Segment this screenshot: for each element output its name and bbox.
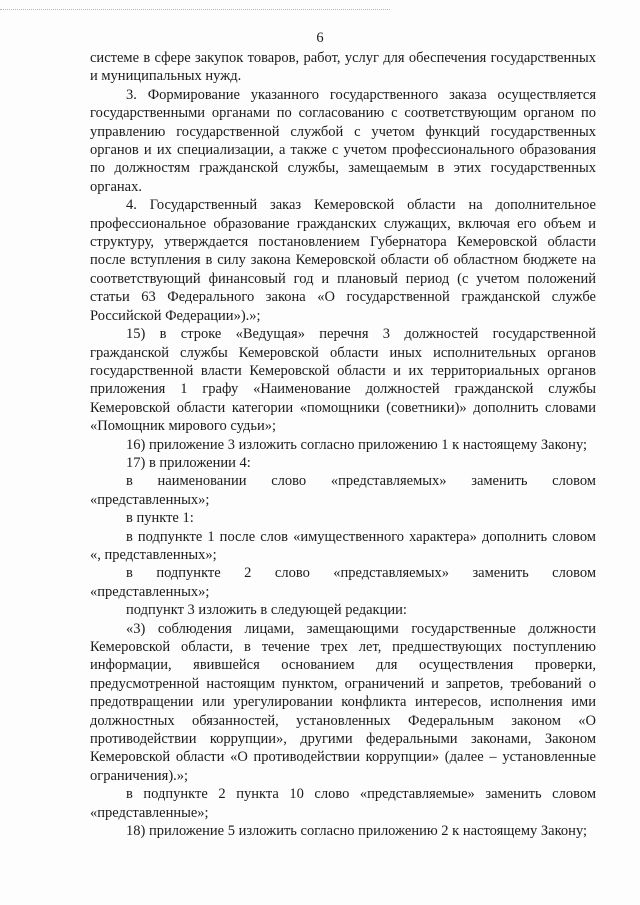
paragraph-item-17: 17) в приложении 4: — [126, 454, 251, 471]
paragraph-item-16: 16) приложение 3 изложить согласно приложению 1 к настоящему Закону; — [126, 436, 588, 453]
paragraph-item-4: 4. Государственный заказ Кемеровской области на дополнительное профессиональное образование гражданских служащих, включая его объем и структуру, утверждается постановлением Губернатора Кемеровской области после вступления в силу закона Кемеровской области об областном бюджете на соответствующий финансовый год и плановый период (с учетом положений статьи 63 Федерального закона «О государственной гражданской службе Российской Федерации»).»; — [90, 197, 596, 324]
paragraph-item-17-point-1: в пункте 1: — [126, 510, 194, 527]
paragraph-item-18: 18) приложение 5 изложить согласно приложению 2 к настоящему Закону; — [126, 823, 588, 840]
paragraph-item-17-subpoint-1: в подпункте 1 после слов «имущественного характера» дополнить словом «, представленных»; — [90, 528, 596, 563]
scan-edge-line — [0, 9, 390, 10]
page-number: 6 — [316, 30, 324, 46]
paragraph-item-17-point-10: в подпункте 2 пункта 10 слово «представляемые» заменить словом «представленные»; — [90, 786, 596, 821]
paragraph-item-17-subpoint-3-text: «3) соблюдения лицами, замещающими государственные должности Кемеровской области, в течение трех лет, предшествующих поступлению информации, явившейся основанием для осуществления проверки, предусмотренной настоящим пунктом, ограничений и запретов, требований о предотвращении или урегулировании конфликта интересов, исполнения ими должностных обязанностей, установленных Федеральным законом «О противодействии коррупции», другими федеральными законами, Законом Кемеровской области «О противодействии коррупции» (далее – установленные ограничения).»; — [90, 620, 596, 784]
paragraph-item-3: 3. Формирование указанного государственного заказа осуществляется государственными органами по согласованию с соответствующим органом по управлению государственной службой с учетом функций государственных органов и их специализации, а также с учетом профессионального образования по должностям гражданской службы, замещаемым в этих государственных органах. — [90, 86, 596, 195]
document-body — [90, 49, 596, 840]
paragraph-item-17-title: в наименовании слово «представляемых» заменить словом «представленных»; — [90, 473, 596, 508]
paragraph-item-15: 15) в строке «Ведущая» перечня 3 должностей государственной гражданской службы Кемеровской области иных исполнительных органов государственной власти Кемеровской области и их территориальных органов приложения 1 графу «Наименование должностей гражданской службы Кемеровской области категории «помощники (советники)» дополнить словами «Помощник мирового судьи»; — [90, 326, 596, 435]
paragraph-item-17-subpoint-2: в подпункте 2 слово «представляемых» заменить словом «представленных»; — [90, 565, 596, 600]
paragraph-continuation: системе в сфере закупок товаров, работ, услуг для обеспечения государственных и муниципальных нужд. — [90, 50, 596, 85]
paragraph-item-17-subpoint-3-intro: подпункт 3 изложить в следующей редакции: — [126, 602, 407, 619]
